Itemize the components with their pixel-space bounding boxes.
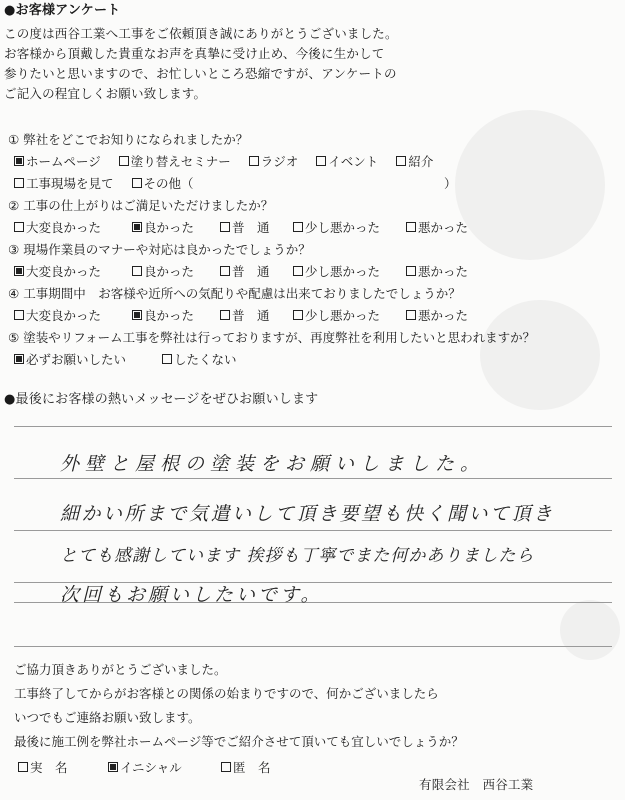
paper-stain bbox=[560, 600, 620, 660]
option-good[interactable]: 良かった bbox=[132, 262, 202, 280]
footer-line: 最後に施工例を弊社ホームページ等でご紹介させて頂いても宜しいでしょうか？ bbox=[14, 734, 464, 749]
paper-stain bbox=[480, 300, 600, 410]
checkbox[interactable] bbox=[14, 156, 24, 166]
question-1-options-row-1 bbox=[14, 153, 451, 169]
checkbox[interactable] bbox=[220, 310, 230, 320]
question-text: 塗装やリフォーム工事を弊社は行っておりますが、再度弊社を利用したいと思われますか？ bbox=[23, 330, 536, 345]
question-number: ① bbox=[8, 131, 20, 147]
checkbox[interactable] bbox=[249, 156, 259, 166]
checkbox[interactable] bbox=[162, 354, 172, 364]
checkbox[interactable] bbox=[396, 156, 406, 166]
question-number: ⑤ bbox=[8, 329, 20, 345]
handwritten-line: 外壁と屋根の塗装をお願いしました。 bbox=[60, 453, 486, 475]
question-4 bbox=[8, 285, 461, 301]
option-bad[interactable]: 悪かった bbox=[406, 218, 468, 236]
checkbox[interactable] bbox=[293, 266, 303, 276]
ruled-line bbox=[14, 426, 612, 427]
question-text: 現場作業員のマナーや対応は良かったでしょうか？ bbox=[23, 242, 311, 257]
checkbox[interactable] bbox=[108, 762, 118, 772]
checkbox[interactable] bbox=[132, 222, 142, 232]
footer-line: ご協力頂きありがとうございました。 bbox=[14, 662, 227, 677]
question-5-options bbox=[14, 351, 255, 367]
option-average[interactable]: 普 通 bbox=[220, 306, 275, 324]
option-slightly-bad[interactable]: 少し悪かった bbox=[293, 306, 388, 324]
handwritten-line: 次回もお願いしたいです。 bbox=[60, 584, 323, 606]
checkbox[interactable] bbox=[18, 762, 28, 772]
option-bad[interactable]: 悪かった bbox=[406, 262, 468, 280]
question-number: ④ bbox=[8, 285, 20, 301]
checkbox[interactable] bbox=[14, 178, 24, 188]
option-real-name[interactable]: 実 名 bbox=[18, 758, 90, 776]
handwritten-line: とても感謝しています 挨拶も丁寧でまた何かありましたら bbox=[60, 546, 535, 566]
question-text: 工事期間中 お客様や近所への気配りや配慮は出来ておりましたでしょうか？ bbox=[23, 286, 461, 301]
question-3-options bbox=[14, 263, 486, 279]
option-event[interactable]: イベント bbox=[316, 152, 378, 170]
survey-title: ●お客様アンケート bbox=[4, 3, 121, 18]
publication-consent-options bbox=[18, 759, 289, 775]
option-other[interactable]: その他（ bbox=[132, 174, 194, 192]
company-name: 有限会社 西谷工業 bbox=[419, 777, 534, 792]
question-number: ② bbox=[8, 197, 20, 213]
ruled-line bbox=[14, 478, 612, 479]
question-4-options bbox=[14, 307, 486, 323]
question-1-options-row-2 bbox=[14, 175, 457, 191]
question-text: 工事の仕上がりはご満足いただけましたか？ bbox=[23, 198, 274, 213]
intro-line: 参りたいと思いますので、お忙しいところ恐縮ですが、アンケートの bbox=[4, 66, 397, 81]
paper-stain bbox=[455, 110, 605, 260]
option-very-good[interactable]: 大変良かった bbox=[14, 306, 114, 324]
handwritten-line: 細かい所まで気遣いして頂き要望も快く聞いて頂き bbox=[60, 503, 555, 525]
option-average[interactable]: 普 通 bbox=[220, 262, 275, 280]
message-heading: ●最後にお客様の熱いメッセージをぜひお願いします bbox=[4, 392, 319, 407]
checkbox[interactable] bbox=[293, 310, 303, 320]
checkbox[interactable] bbox=[132, 310, 142, 320]
ruled-line bbox=[14, 530, 612, 531]
option-construction-site[interactable]: 工事現場を見て bbox=[14, 174, 114, 192]
checkbox[interactable] bbox=[14, 266, 24, 276]
option-referral[interactable]: 紹介 bbox=[396, 152, 433, 170]
question-3 bbox=[8, 241, 311, 257]
checkbox[interactable] bbox=[406, 222, 416, 232]
option-homepage[interactable]: ホームページ bbox=[14, 152, 101, 170]
checkbox[interactable] bbox=[132, 178, 142, 188]
option-slightly-bad[interactable]: 少し悪かった bbox=[293, 218, 388, 236]
option-very-good[interactable]: 大変良かった bbox=[14, 262, 114, 280]
intro-line: お客様から頂戴した貴重なお声を真摯に受け止め、今後に生かして bbox=[4, 46, 385, 61]
ruled-line bbox=[14, 646, 612, 647]
checkbox[interactable] bbox=[14, 354, 24, 364]
checkbox[interactable] bbox=[221, 762, 231, 772]
footer-line: 工事終了してからがお客様との関係の始まりですので、何かございましたら bbox=[14, 686, 439, 701]
checkbox[interactable] bbox=[119, 156, 129, 166]
option-slightly-bad[interactable]: 少し悪かった bbox=[293, 262, 388, 280]
option-radio[interactable]: ラジオ bbox=[249, 152, 299, 170]
question-1 bbox=[8, 131, 248, 147]
question-number: ③ bbox=[8, 241, 20, 257]
checkbox[interactable] bbox=[14, 310, 24, 320]
checkbox[interactable] bbox=[316, 156, 326, 166]
option-no[interactable]: したくない bbox=[162, 350, 237, 368]
intro-line: この度は西谷工業へ工事をご依頼頂き誠にありがとうございました。 bbox=[4, 26, 398, 41]
option-average[interactable]: 普 通 bbox=[220, 218, 275, 236]
question-5 bbox=[8, 329, 535, 345]
option-initials[interactable]: イニシャル bbox=[108, 758, 203, 776]
question-text: 弊社をどこでお知りになられましたか？ bbox=[23, 132, 249, 147]
question-2 bbox=[8, 197, 273, 213]
question-2-options bbox=[14, 219, 486, 235]
option-bad[interactable]: 悪かった bbox=[406, 306, 468, 324]
checkbox[interactable] bbox=[132, 266, 142, 276]
option-good[interactable]: 良かった bbox=[132, 218, 202, 236]
option-anonymous[interactable]: 匿 名 bbox=[221, 758, 271, 776]
checkbox[interactable] bbox=[406, 266, 416, 276]
footer-line: いつでもご連絡お願い致します。 bbox=[14, 710, 201, 725]
other-close-paren: ） bbox=[444, 176, 457, 191]
checkbox[interactable] bbox=[220, 222, 230, 232]
checkbox[interactable] bbox=[406, 310, 416, 320]
intro-line: ご記入の程宜しくお願い致します。 bbox=[4, 86, 207, 101]
option-definitely[interactable]: 必ずお願いしたい bbox=[14, 350, 144, 368]
option-very-good[interactable]: 大変良かった bbox=[14, 218, 114, 236]
checkbox[interactable] bbox=[293, 222, 303, 232]
checkbox[interactable] bbox=[220, 266, 230, 276]
option-good[interactable]: 良かった bbox=[132, 306, 202, 324]
option-seminar[interactable]: 塗り替えセミナー bbox=[119, 152, 231, 170]
checkbox[interactable] bbox=[14, 222, 24, 232]
